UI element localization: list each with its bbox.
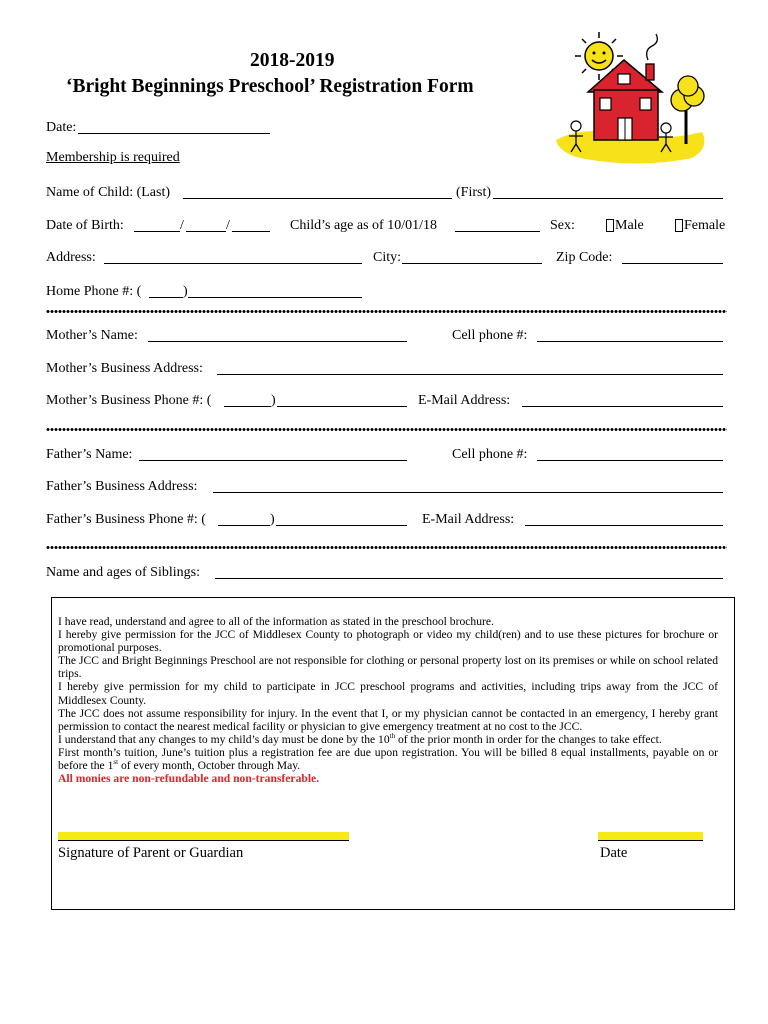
agreement-property-liability: The JCC and Bright Beginnings Preschool are not responsible for clothing or personal property lost on its premises or while on school related trips. [58, 654, 718, 681]
child-first-label: (First) [456, 185, 491, 200]
city-field[interactable] [402, 263, 542, 264]
siblings-label: Name and ages of Siblings: [46, 565, 200, 580]
child-age-label: Child’s age as of 10/01/18 [290, 218, 437, 233]
dob-separator: / [226, 218, 230, 233]
address-label: Address: [46, 250, 96, 265]
form-title: ‘Bright Beginnings Preschool’ Registration Form [66, 76, 474, 97]
city-label: City: [373, 250, 402, 265]
mother-email-label: E-Mail Address: [418, 393, 511, 408]
child-first-name-field[interactable] [493, 198, 723, 199]
child-last-name-field[interactable] [183, 198, 452, 199]
father-business-phone-label: Father’s Business Phone #: ( [46, 512, 206, 527]
agreement-trips-permission: I hereby give permission for my child to participate in JCC preschool programs and activities, including trips away from the JCC of Middlesex County. [58, 680, 718, 707]
section-divider [46, 427, 727, 432]
agreement-emergency: The JCC does not assume responsibility for injury. In the event that I, or my physician cannot be contacted in an emergency, I hereby grant permission to contact the nearest medical facility or physician to give emergency treatment at no cost to the JCC. [58, 706, 718, 733]
signature-date-field[interactable] [598, 832, 703, 841]
parent-signature-label: Signature of Parent or Guardian [58, 845, 244, 861]
mother-cell-field[interactable] [537, 341, 723, 342]
mother-business-phone-field[interactable] [277, 406, 407, 407]
refund-policy-warning: All monies are non-refundable and non-transferable. [58, 772, 320, 786]
form-year: 2018-2019 [250, 50, 335, 71]
home-phone-area-field[interactable] [149, 297, 183, 298]
mother-business-phone-paren: ) [271, 393, 276, 408]
mother-name-label: Mother’s Name: [46, 328, 138, 343]
parent-signature-field[interactable] [58, 832, 349, 841]
agreement-photo-permission: I hereby give permission for the JCC of Middlesex County to photograph or video my child(ren) and to use these pictures for brochure or promotional purposes. [58, 628, 718, 655]
schoolhouse-illustration-icon [552, 30, 712, 165]
dob-label: Date of Birth: [46, 218, 124, 233]
father-cell-label: Cell phone #: [452, 447, 528, 462]
father-business-phone-area-field[interactable] [218, 525, 270, 526]
agreement-text [58, 615, 718, 785]
child-age-field[interactable] [455, 231, 540, 232]
agreement-tuition: First month’s tuition, June’s tuition plus a registration fee are due upon registration. You will be billed 8 equal installments, payable on or before the 1st of every month, October through May. [58, 745, 718, 773]
zip-label: Zip Code: [556, 250, 613, 265]
female-label: Female [684, 218, 726, 233]
father-business-address-field[interactable] [213, 492, 723, 493]
dob-separator: / [180, 218, 184, 233]
mother-business-phone-area-field[interactable] [224, 406, 271, 407]
male-checkbox[interactable] [606, 219, 614, 232]
home-phone-label: Home Phone #: ( [46, 284, 142, 299]
date-field[interactable] [78, 133, 270, 134]
zip-field[interactable] [622, 263, 723, 264]
agreement-brochure: I have read, understand and agree to all of the information as stated in the preschool brochure. [58, 615, 494, 628]
membership-note: Membership is required [46, 150, 180, 165]
siblings-field[interactable] [215, 578, 723, 579]
agreement-changes: I understand that any changes to my child’s day must be done by the 10th of the prior month in order for the changes to take effect. [58, 731, 662, 746]
signature-date-label: Date [600, 845, 628, 861]
mother-email-field[interactable] [522, 406, 723, 407]
home-phone-paren: ) [183, 284, 188, 299]
father-email-label: E-Mail Address: [422, 512, 515, 527]
mother-cell-label: Cell phone #: [452, 328, 528, 343]
father-business-phone-field[interactable] [276, 525, 407, 526]
father-email-field[interactable] [525, 525, 723, 526]
section-divider [46, 545, 727, 550]
home-phone-field[interactable] [188, 297, 362, 298]
mother-business-address-field[interactable] [217, 374, 723, 375]
mother-business-address-label: Mother’s Business Address: [46, 361, 203, 376]
date-label: Date: [46, 120, 77, 135]
father-business-phone-paren: ) [270, 512, 275, 527]
mother-business-phone-label: Mother’s Business Phone #: ( [46, 393, 212, 408]
sex-label: Sex: [550, 218, 575, 233]
father-name-label: Father’s Name: [46, 447, 133, 462]
female-checkbox[interactable] [675, 219, 683, 232]
address-field[interactable] [104, 263, 362, 264]
dob-month-field[interactable] [134, 231, 180, 232]
father-cell-field[interactable] [537, 460, 723, 461]
dob-year-field[interactable] [232, 231, 270, 232]
mother-name-field[interactable] [148, 341, 407, 342]
father-name-field[interactable] [139, 460, 407, 461]
section-divider [46, 309, 727, 314]
child-last-label: Name of Child: (Last) [46, 185, 171, 200]
father-business-address-label: Father’s Business Address: [46, 479, 198, 494]
male-label: Male [615, 218, 644, 233]
dob-day-field[interactable] [186, 231, 226, 232]
